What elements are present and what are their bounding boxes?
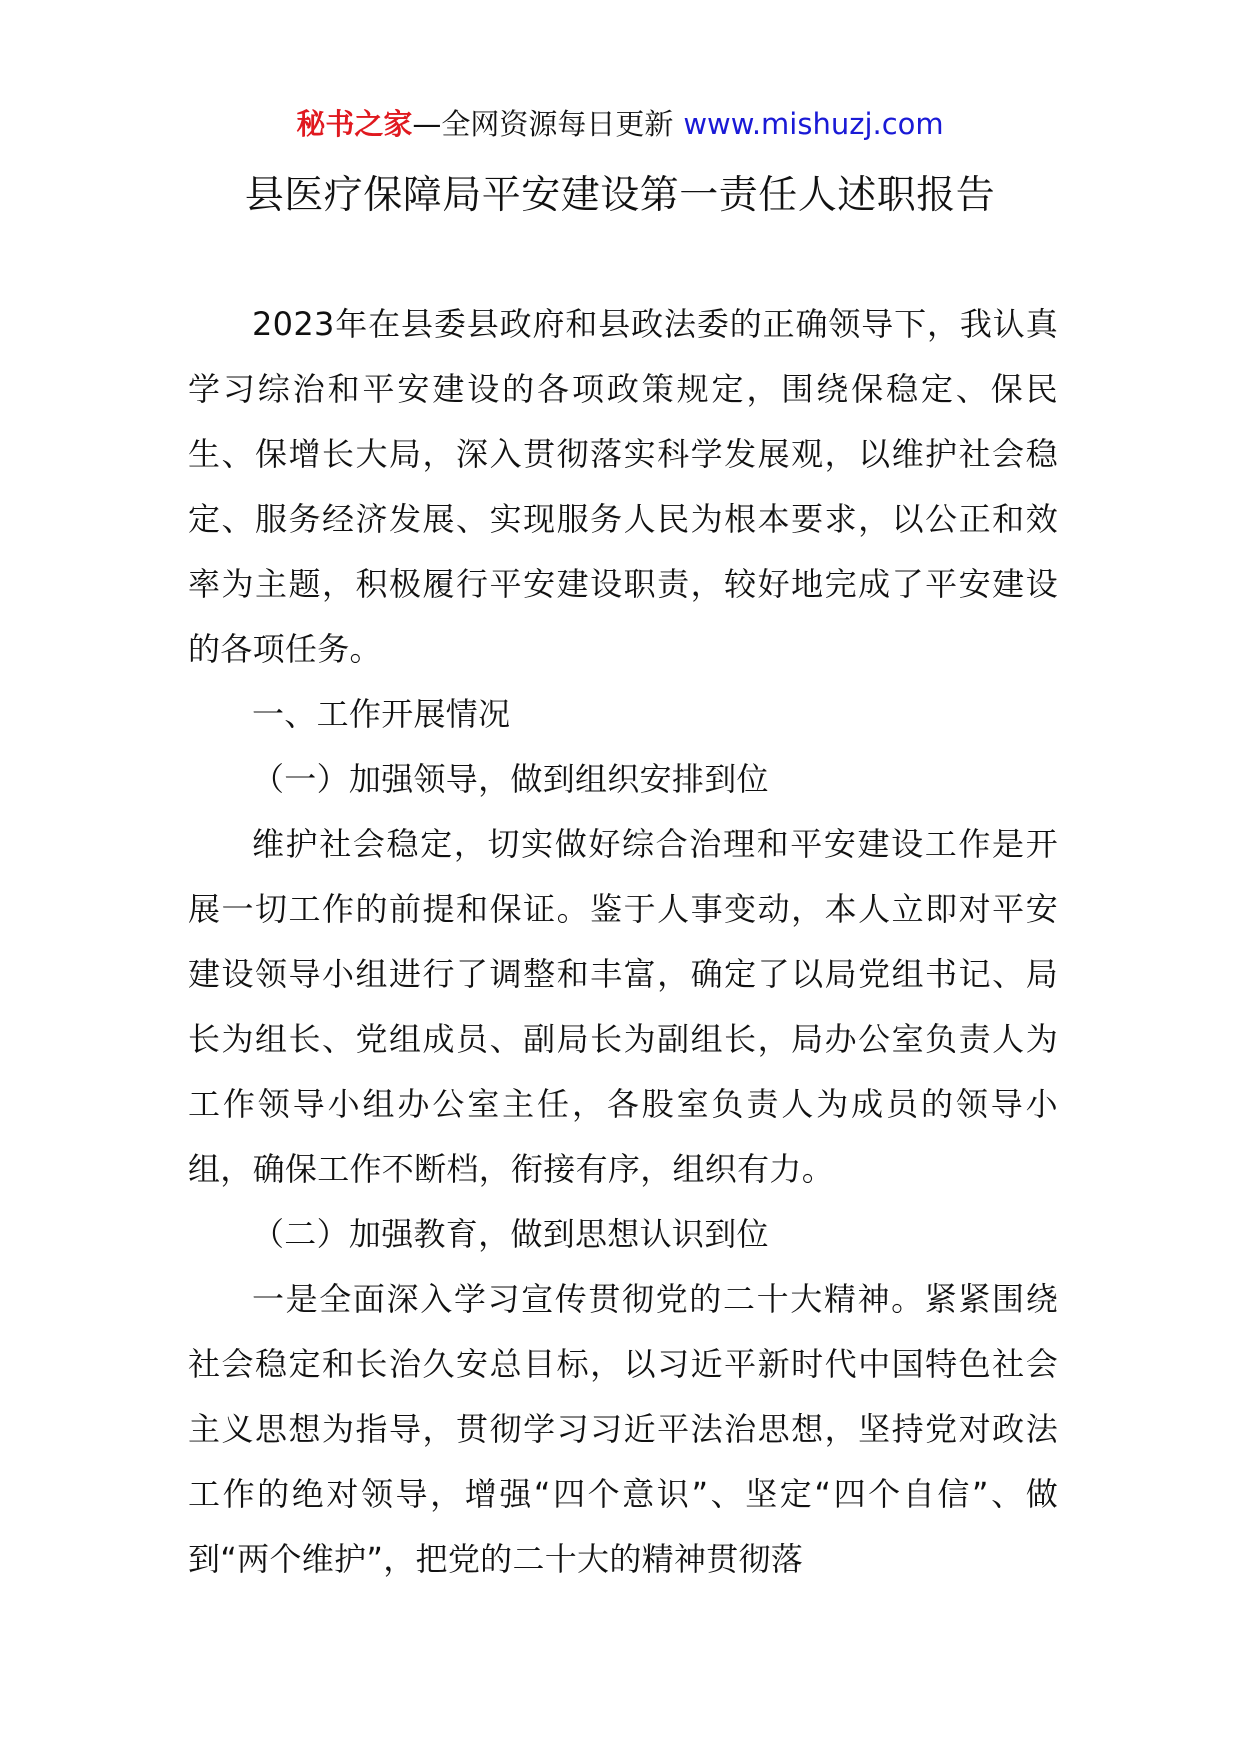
paragraph-intro: 2023年在县委县政府和县政法委的正确领导下，我认真学习综治和平安建设的各项政策规定，围绕保稳定、保民生、保增长大局，深入贯彻落实科学发展观，以维护社会稳定、服务经济发展、实现服务人民为根本要求，以公正和效率为主题，积极履行平安建设职责，较好地完成了平安建设的各项任务。 (188, 305, 1058, 668)
site-tagline: —全网资源每日更新 (412, 107, 674, 141)
site-header (0, 104, 1240, 144)
paragraph-leadership: 维护社会稳定，切实做好综合治理和平安建设工作是开展一切工作的前提和保证。鉴于人事变动，本人立即对平安建设领导小组进行了调整和丰富，确定了以局党组书记、局长为组长、党组成员、副局长为副组长，局办公室负责人为工作领导小组办公室主任，各股室负责人为成员的领导小组，确保工作不断档，衔接有序，组织有力。 (188, 825, 1058, 1188)
document-body (188, 292, 1058, 1592)
section-heading: 一、工作开展情况 (252, 695, 511, 733)
subsection-heading: （二）加强教育，做到思想认识到位 (252, 1215, 769, 1253)
document-title: 县医疗保障局平安建设第一责任人述职报告 (244, 173, 996, 218)
paragraph-education: 一是全面深入学习宣传贯彻党的二十大精神。紧紧围绕社会稳定和长治久安总目标，以习近平新时代中国特色社会主义思想为指导，贯彻学习习近平法治思想，坚持党对政法工作的绝对领导，增强“四个意识”、坚定“四个自信”、做到“两个维护”，把党的二十大的精神贯彻落 (188, 1280, 1058, 1578)
site-brand: 秘书之家 (296, 107, 413, 141)
site-url-link[interactable]: www.mishuzj.com (683, 107, 944, 141)
subsection-heading: （一）加强领导，做到组织安排到位 (252, 760, 769, 798)
